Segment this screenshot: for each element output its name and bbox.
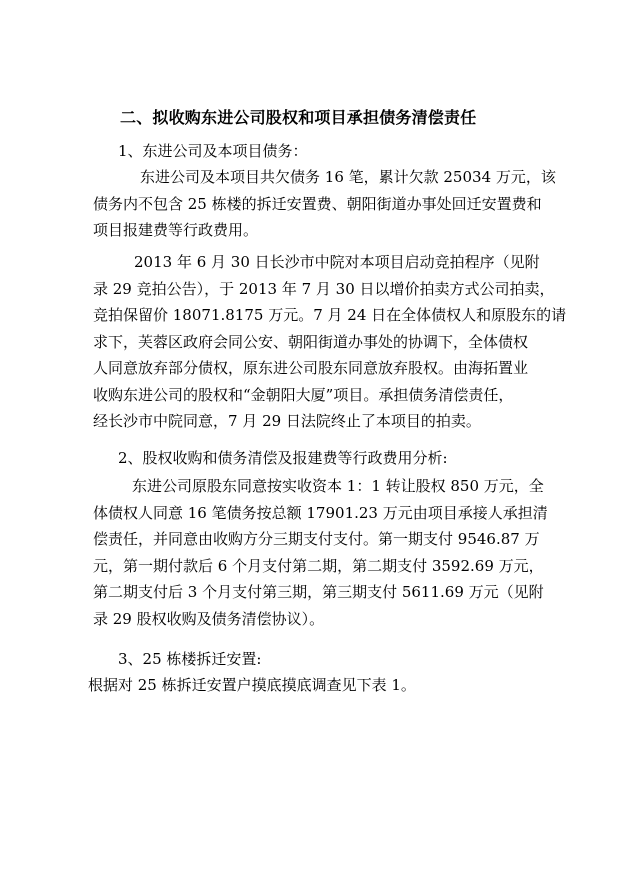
paragraph-line: 项目报建费等行政费用。	[93, 221, 259, 239]
paragraph-line: 人同意放弃部分债权，原东进公司股东同意放弃股权。由海拓置业	[93, 359, 529, 377]
paragraph-line: 体债权人同意 16 笔债务按总额 17901.23 万元由项目承接人承担清	[93, 503, 548, 522]
paragraph-line: 偿责任，并同意由收购方分三期支付支付。第一期支付 9546.87 万	[93, 530, 540, 548]
paragraph-line: 录 29 股权收购及债务清偿协议）。	[93, 609, 325, 628]
paragraph-line: 第二期支付后 3 个月支付第三期，第三期支付 5611.69 万元（见附	[93, 583, 544, 601]
section-1-paragraph-1	[93, 164, 556, 244]
paragraph-line: 录 29 竞拍公告），于 2013 年 7 月 30 日以增价拍卖方式公司拍卖，	[93, 279, 555, 298]
section-3-heading: 3、25 栋楼拆迁安置:	[118, 650, 262, 668]
paragraph-line: 收购东进公司的股权和“金朝阳大厦”项目。承担债务清偿责任，	[93, 385, 514, 404]
paragraph-line: 债务内不包含 25 栋楼的拆迁安置费、朝阳街道办事处回迁安置费和	[93, 194, 542, 213]
paragraph-line: 求下，芙蓉区政府会同公安、朝阳街道办事处的协调下，全体债权	[93, 332, 529, 351]
paragraph-line: 2013 年 6 月 30 日长沙市中院对本项目启动竞拍程序（见附	[134, 253, 540, 271]
section-2-heading: 2、股权收购和债务清偿及报建费等行政费用分析:	[118, 449, 448, 467]
paragraph-line: 东进公司原股东同意按实收资本 1：1 转让股权 850 万元，全	[132, 477, 544, 495]
paragraph-line: 竞拍保留价 18071.8175 万元。7 月 24 日在全体债权人和原股东的请	[93, 306, 567, 324]
paragraph-line: 元，第一期付款后 6 个月支付第二期，第二期支付 3592.69 万元，	[93, 556, 544, 575]
paragraph-line: 经长沙市中院同意，7 月 29 日法院终止了本项目的拍卖。	[93, 412, 481, 430]
page-title: 二、拟收购东进公司股权和项目承担债务清偿责任	[120, 108, 477, 127]
section-1-heading: 1、东进公司及本项目债务：	[118, 142, 308, 160]
paragraph-line: 东进公司及本项目共欠债务 16 笔，累计欠款 25034 万元，该	[140, 168, 556, 186]
section-1-paragraph-2	[93, 249, 567, 435]
section-2-paragraph	[93, 473, 548, 632]
section-3-text: 根据对 25 栋拆迁安置户摸底摸底调查见下表 1。	[88, 676, 416, 694]
